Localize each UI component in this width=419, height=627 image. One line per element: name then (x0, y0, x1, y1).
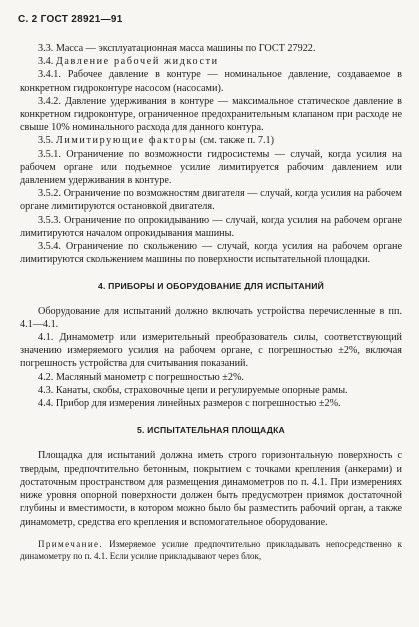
page-body (20, 42, 402, 562)
note-text: Измеряемое усилие предпочтительно прикладывать непосредственно к динамометру по п. 4.1. Если усилие прикладывают через блок, (20, 538, 403, 561)
running-header: С. 2 ГОСТ 28921—91 (18, 14, 123, 25)
note (20, 538, 402, 562)
clause-number: 3.5. (38, 135, 54, 147)
paragraph-4-1: 4.1. Динамометр или измерительный преобразователь силы, соответствующий значению измеряемого усилия на рабочем органе, с погрешностью ±2%, включая погрешность устройства для считывания показаний. (20, 332, 402, 370)
clause-number: 3.4. (38, 56, 54, 68)
paragraph-4-3: 4.3. Канаты, скобы, страховочные цепи и регулируемые опорные рамы. (38, 384, 348, 396)
paragraph-3-5-4: 3.5.4. Ограничение по скольжению — случай, когда усилия на рабочем органе лимитируются скольжением машины по поверхности испытательной площадки. (20, 241, 402, 266)
section-heading-5: 5. ИСПЫТАТЕЛЬНАЯ ПЛОЩАДКА (137, 425, 285, 436)
paragraph-3-4-2: 3.4.2. Давление удерживания в контуре — максимальное статическое давление в конкретном гидроконтуре, ограниченное предохранительным клапаном при расходе не свыше 10% номинального расхода для данного контура. (20, 95, 402, 134)
paragraph-3-4-1: 3.4.1. Рабочее давление в контуре — номинальное давление, создаваемое в конкретном гидроконтуре насосом (насосами). (20, 69, 402, 94)
paragraph-4-intro: Оборудование для испытаний должно включать устройства перечисленные в пп. 4.1—4.1. (20, 305, 402, 330)
note-label: Примечание. (38, 538, 104, 549)
paragraph-4-4: 4.4. Прибор для измерения линейных размеров с погрешностью ±2%. (38, 398, 341, 410)
paragraph-4-2: 4.2. Масляный манометр с погрешностью ±2%. (38, 371, 244, 383)
paragraph-3-4 (20, 55, 402, 68)
paragraph-3-5 (20, 134, 402, 147)
paragraph-3-5-2: 3.5.2. Ограничение по возможностям двигателя — случай, когда усилия на рабочем органе лимитируются остановкой двигателя. (20, 188, 402, 213)
paragraph-3-3: 3.3. Масса — эксплуатационная масса машины по ГОСТ 27922. (38, 43, 316, 54)
cross-reference: (см. также п. 7.1) (199, 135, 275, 147)
spaced-term: Лимитирующие факторы (55, 135, 198, 147)
section-heading-4: 4. ПРИБОРЫ И ОБОРУДОВАНИЕ ДЛЯ ИСПЫТАНИЙ (98, 281, 324, 292)
spaced-term: Давление рабочей жидкости (55, 56, 219, 68)
paragraph-3-5-1: 3.5.1. Ограничение по возможности гидросистемы — случай, когда усилия на рабочем органе или подъемное усилие лимитируется рабочим давлением или давлением удерживания в контуре. (20, 148, 402, 187)
paragraph-3-5-3: 3.5.3. Ограничение по опрокидыванию — случай, когда усилия на рабочем органе лимитируются началом опрокидывания машины. (20, 214, 402, 239)
paragraph-5-body: Площадка для испытаний должна иметь строго горизонтальную поверхность с твердым, предпочтительно бетонным, покрытием с точками крепления (анкерами) и достаточным пространством для размещения динамометров по п. 4.1. При измерениях ниже уровня опорной поверхности должен быть предусмотрен приямок достаточной глубины и вместимости, в котором можно было бы разместить рабочий орган, а также динамометр, средства его крепления и вспомогательное оборудование. (20, 450, 402, 528)
